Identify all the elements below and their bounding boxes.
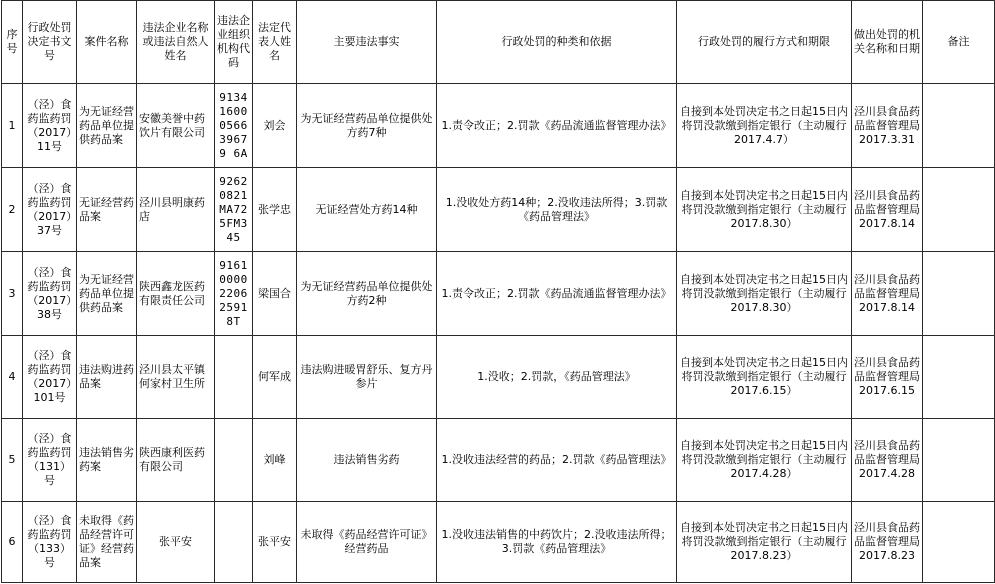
cell-remark xyxy=(923,252,995,336)
cell-case-name: 违法销售劣药案 xyxy=(77,419,137,502)
table-row xyxy=(2,168,995,252)
cell-execution: 自接到本处罚决定书之日起15日内将罚没款缴到指定银行（主动履行2017.6.15） xyxy=(677,336,852,419)
cell-org-code: 91341600056639679 6A xyxy=(215,84,253,168)
table-row xyxy=(2,252,995,336)
cell-legal-rep: 刘峰 xyxy=(253,419,297,502)
cell-authority: 泾川县食品药品监督管理局2017.4.28 xyxy=(852,419,923,502)
cell-execution: 自接到本处罚决定书之日起15日内将罚没款缴到指定银行（主动履行2017.4.7） xyxy=(677,84,852,168)
table-row xyxy=(2,336,995,419)
cell-penalty: 1.没收处方药14种；2.没收违法所得；3.罚款《药品管理法》 xyxy=(437,168,677,252)
cell-doc-no: （泾）食药监药罚（2017）11号 xyxy=(23,84,77,168)
cell-execution: 自接到本处罚决定书之日起15日内将罚没款缴到指定银行（主动履行2017.8.30） xyxy=(677,168,852,252)
cell-doc-no: （泾）食药监药罚（2017）101号 xyxy=(23,336,77,419)
penalty-table xyxy=(1,0,995,583)
header-remark: 备注 xyxy=(923,1,995,84)
cell-case-name: 违法购进药品案 xyxy=(77,336,137,419)
cell-org-code xyxy=(215,336,253,419)
cell-facts: 违法购进暖胃舒乐、复方丹参片 xyxy=(297,336,437,419)
cell-no: 4 xyxy=(2,336,23,419)
cell-legal-rep: 张学忠 xyxy=(253,168,297,252)
cell-authority: 泾川县食品药品监督管理局2017.8.14 xyxy=(852,252,923,336)
table-row xyxy=(2,419,995,502)
cell-penalty: 1.没收违法销售的中药饮片；2.没收违法所得；3.罚款《药品管理法》 xyxy=(437,502,677,583)
header-execution: 行政处罚的履行方式和期限 xyxy=(677,1,852,84)
cell-execution: 自接到本处罚决定书之日起15日内将罚没款缴到指定银行（主动履行2017.8.23） xyxy=(677,502,852,583)
cell-org-code: 92620821MA725FM345 xyxy=(215,168,253,252)
table-row xyxy=(2,84,995,168)
header-facts: 主要违法事实 xyxy=(297,1,437,84)
cell-facts: 违法销售劣药 xyxy=(297,419,437,502)
cell-entity: 泾川县明康药店 xyxy=(137,168,215,252)
cell-authority: 泾川县食品药品监督管理局2017.8.23 xyxy=(852,502,923,583)
cell-facts: 无证经营处方药14种 xyxy=(297,168,437,252)
cell-facts: 未取得《药品经营许可证》经营药品 xyxy=(297,502,437,583)
cell-entity: 泾川县太平镇何家村卫生所 xyxy=(137,336,215,419)
cell-penalty: 1.责令改正；2.罚款《药品流通监督管理办法》 xyxy=(437,84,677,168)
cell-authority: 泾川县食品药品监督管理局2017.6.15 xyxy=(852,336,923,419)
cell-no: 3 xyxy=(2,252,23,336)
cell-penalty: 1.没收；2.罚款，《药品管理法》 xyxy=(437,336,677,419)
cell-doc-no: （泾）食药监药罚（133）号 xyxy=(23,502,77,583)
cell-authority: 泾川县食品药品监督管理局2017.8.14 xyxy=(852,168,923,252)
cell-entity: 安徽美誉中药饮片有限公司 xyxy=(137,84,215,168)
cell-remark xyxy=(923,168,995,252)
cell-doc-no: （泾）食药监药罚（2017）38号 xyxy=(23,252,77,336)
cell-legal-rep: 刘会 xyxy=(253,84,297,168)
table-row xyxy=(2,502,995,583)
cell-no: 1 xyxy=(2,84,23,168)
cell-case-name: 为无证经营药品单位提供药品案 xyxy=(77,84,137,168)
header-doc-no: 行政处罚决定书文号 xyxy=(23,1,77,84)
header-legal-rep: 法定代表人姓名 xyxy=(253,1,297,84)
header-case-name: 案件名称 xyxy=(77,1,137,84)
cell-remark xyxy=(923,84,995,168)
cell-remark xyxy=(923,502,995,583)
cell-org-code xyxy=(215,419,253,502)
header-no: 序号 xyxy=(2,1,23,84)
cell-doc-no: （泾）食药监药罚（2017）37号 xyxy=(23,168,77,252)
cell-org-code: 91610000220625918T xyxy=(215,252,253,336)
header-penalty: 行政处罚的种类和依据 xyxy=(437,1,677,84)
cell-case-name: 未取得《药品经营许可证》经营药品案 xyxy=(77,502,137,583)
cell-entity: 陕西康利医药有限公司 xyxy=(137,419,215,502)
cell-org-code xyxy=(215,502,253,583)
cell-legal-rep: 何军成 xyxy=(253,336,297,419)
header-org-code: 违法企业组织机构代码 xyxy=(215,1,253,84)
header-authority: 做出处罚的机关名称和日期 xyxy=(852,1,923,84)
cell-no: 6 xyxy=(2,502,23,583)
cell-case-name: 无证经营药品案 xyxy=(77,168,137,252)
header-entity: 违法企业名称或违法自然人姓名 xyxy=(137,1,215,84)
cell-legal-rep: 梁国合 xyxy=(253,252,297,336)
cell-facts: 为无证经营药品单位提供处方药7种 xyxy=(297,84,437,168)
cell-remark xyxy=(923,336,995,419)
cell-execution: 自接到本处罚决定书之日起15日内将罚没款缴到指定银行（主动履行2017.8.30） xyxy=(677,252,852,336)
header-row xyxy=(2,1,995,84)
cell-no: 5 xyxy=(2,419,23,502)
cell-entity: 张平安 xyxy=(137,502,215,583)
cell-penalty: 1.责令改正；2.罚款《药品流通监督管理办法》 xyxy=(437,252,677,336)
cell-remark xyxy=(923,419,995,502)
cell-entity: 陕西鑫龙医药有限责任公司 xyxy=(137,252,215,336)
cell-execution: 自接到本处罚决定书之日起15日内将罚没款缴到指定银行（主动履行2017.4.28） xyxy=(677,419,852,502)
cell-authority: 泾川县食品药品监督管理局2017.3.31 xyxy=(852,84,923,168)
cell-facts: 为无证经营药品单位提供处方药2种 xyxy=(297,252,437,336)
cell-no: 2 xyxy=(2,168,23,252)
cell-legal-rep: 张平安 xyxy=(253,502,297,583)
cell-penalty: 1.没收违法经营的药品；2.罚款《药品管理法》 xyxy=(437,419,677,502)
cell-doc-no: （泾）食药监药罚（131）号 xyxy=(23,419,77,502)
cell-case-name: 为无证经营药品单位提供药品案 xyxy=(77,252,137,336)
